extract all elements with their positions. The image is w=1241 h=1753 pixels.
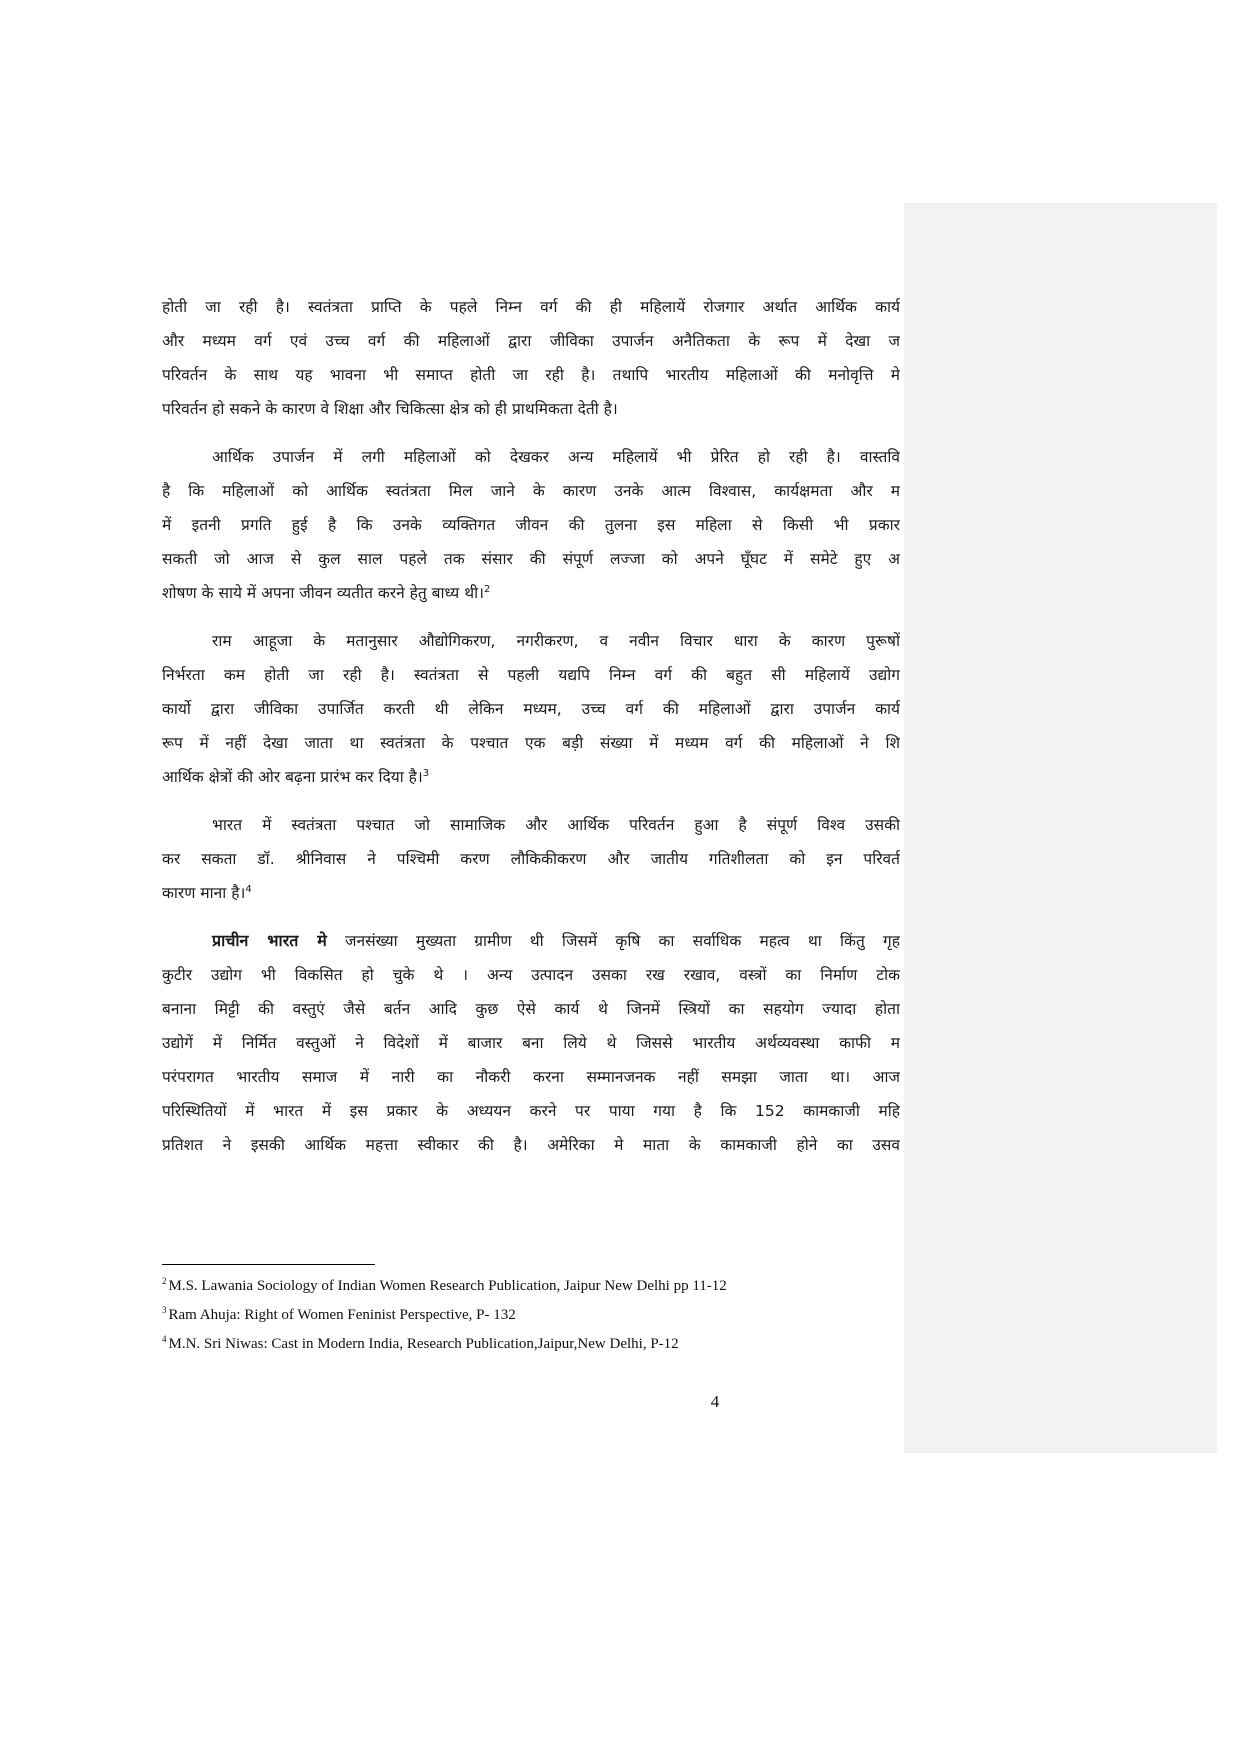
text-line: परिवर्तन के साथ यह भावना भी समाप्त होती जा रही है। तथापि भारतीय महिलाओं की मनोवृत्ति मे xyxy=(162,366,900,384)
text-line: कुटीर उद्योग भी विकसित हो चुके थे । अन्य उत्पादन उसका रख रखाव, वस्त्रों का निर्माण टोक xyxy=(162,966,900,984)
paragraph-4 xyxy=(162,808,900,910)
footnotes xyxy=(162,1272,900,1359)
text-line: और मध्यम वर्ग एवं उच्च वर्ग की महिलाओं द्वारा जीविका उपार्जन अनैतिकता के रूप में देखा ज xyxy=(162,332,900,350)
text-line-content: जनसंख्या मुख्यता ग्रामीण थी जिसमें कृषि का सर्वाधिक महत्व था किंतु गृह xyxy=(326,932,900,950)
text-line: परंपरागत भारतीय समाज में नारी का नौकरी करना सम्मानजनक नहीं समझा जाता था। आज xyxy=(162,1068,900,1086)
text-line: सकती जो आज से कुल साल पहले तक संसार की संपूर्ण लज्जा को अपने घूँघट में समेटे हुए अ xyxy=(162,550,900,568)
text-line: कर सकता डॉ. श्रीनिवास ने पश्चिमी करण लौकिकीकरण और जातीय गतिशीलता को इन परिवर्त xyxy=(162,850,900,868)
comment-pane xyxy=(904,203,1217,1453)
footnote-4 xyxy=(162,1330,900,1359)
text-line: आर्थिक उपार्जन में लगी महिलाओं को देखकर अन्य महिलायें भी प्रेरित हो रही है। वास्तवि xyxy=(212,448,900,466)
footnote-3 xyxy=(162,1301,900,1330)
paragraph-2 xyxy=(162,440,900,610)
text-line-with-footnote xyxy=(162,760,900,794)
document-body xyxy=(162,290,900,1230)
text-line-with-footnote xyxy=(162,876,900,910)
footnote-ref-2: 2 xyxy=(484,583,491,595)
text-line-content: शोषण के साये में अपना जीवन व्यतीत करने हेतु बाध्य थी। xyxy=(162,584,485,602)
text-line: रूप में नहीं देखा जाता था स्वतंत्रता के पश्चात एक बड़ी संख्या में मध्यम वर्ग की महिलाओं ने शि xyxy=(162,734,900,752)
text-line: निर्भरता कम होती जा रही है। स्वतंत्रता से पहली यद्यपि निम्न वर्ग की बहुत सी महिलायें उद्योग xyxy=(162,666,900,684)
text-line-with-footnote xyxy=(162,576,900,610)
text-line: प्रतिशत ने इसकी आर्थिक महत्ता स्वीकार की है। अमेरिका मे माता के कामकाजी होने का उसव xyxy=(162,1136,900,1154)
footnote-ref-3: 3 xyxy=(422,767,430,779)
text-line: परिस्थितियों में भारत में इस प्रकार के अध्ययन करने पर पाया गया है कि 152 कामकाजी महि xyxy=(162,1102,900,1120)
paragraph-5 xyxy=(162,924,900,1162)
footnote-mark: 2 xyxy=(162,1276,167,1286)
text-line: कार्यो द्वारा जीविका उपार्जित करती थी लेकिन मध्यम, उच्च वर्ग की महिलाओं द्वारा उपार्जन कार्य xyxy=(162,700,900,718)
paragraph-1 xyxy=(162,290,900,426)
text-line: बनाना मिट्टी की वस्तुएं जैसे बर्तन आदि कुछ ऐसे कार्य थे जिनमें स्त्रियों का सहयोग ज्यादा होता xyxy=(162,1000,900,1018)
text-line-content: आर्थिक क्षेत्रों की ओर बढ़ना प्रारंभ कर दिया है। xyxy=(162,768,423,786)
bold-lead-phrase: प्राचीन भारत मे xyxy=(212,931,327,950)
text-line: भारत में स्वतंत्रता पश्चात जो सामाजिक और आर्थिक परिवर्तन हुआ है संपूर्ण विश्व उसकी xyxy=(212,816,900,834)
text-line: होती जा रही है। स्वतंत्रता प्राप्ति के पहले निम्न वर्ग की ही महिलायें रोजगार अर्थात आर्थिक कार्य xyxy=(162,298,900,316)
footnote-text: M.S. Lawania Sociology of Indian Women Research Publication, Jaipur New Delhi pp 11-12 xyxy=(168,1278,727,1294)
text-line-with-lead xyxy=(162,924,900,958)
text-line: उद्योगें में निर्मित वस्तुओं ने विदेशों में बाजार बना लिये थे जिससे भारतीय अर्थव्यवस्था काफी म xyxy=(162,1034,900,1052)
text-line: परिवर्तन हो सकने के कारण वे शिक्षा और चिकित्सा क्षेत्र को ही प्राथमिकता देती है। xyxy=(162,400,618,418)
footnote-mark: 4 xyxy=(162,1334,167,1344)
page-number: 4 xyxy=(710,1392,720,1411)
footnote-mark: 3 xyxy=(162,1305,167,1315)
text-line-content: कारण माना है। xyxy=(162,884,246,902)
text-line: है कि महिलाओं को आर्थिक स्वतंत्रता मिल जाने के कारण उनके आत्म विश्वास, कार्यक्षमता और म xyxy=(162,482,900,500)
footnote-text: M.N. Sri Niwas: Cast in Modern India, Research Publication,Jaipur,New Delhi, P-12 xyxy=(168,1336,679,1352)
footnote-ref-4: 4 xyxy=(245,883,252,895)
footnote-separator xyxy=(162,1264,375,1265)
footnote-text: Ram Ahuja: Right of Women Feninist Perspective, P- 132 xyxy=(168,1307,516,1323)
text-line: राम आहूजा के मतानुसार औद्योगिकरण, नगरीकरण, व नवीन विचार धारा के कारण पुरूषों xyxy=(212,632,900,650)
paragraph-3 xyxy=(162,624,900,794)
text-line: में इतनी प्रगति हुई है कि उनके व्यक्तिगत जीवन की तुलना इस महिला से किसी भी प्रकार xyxy=(162,516,900,534)
footnote-2 xyxy=(162,1272,900,1301)
